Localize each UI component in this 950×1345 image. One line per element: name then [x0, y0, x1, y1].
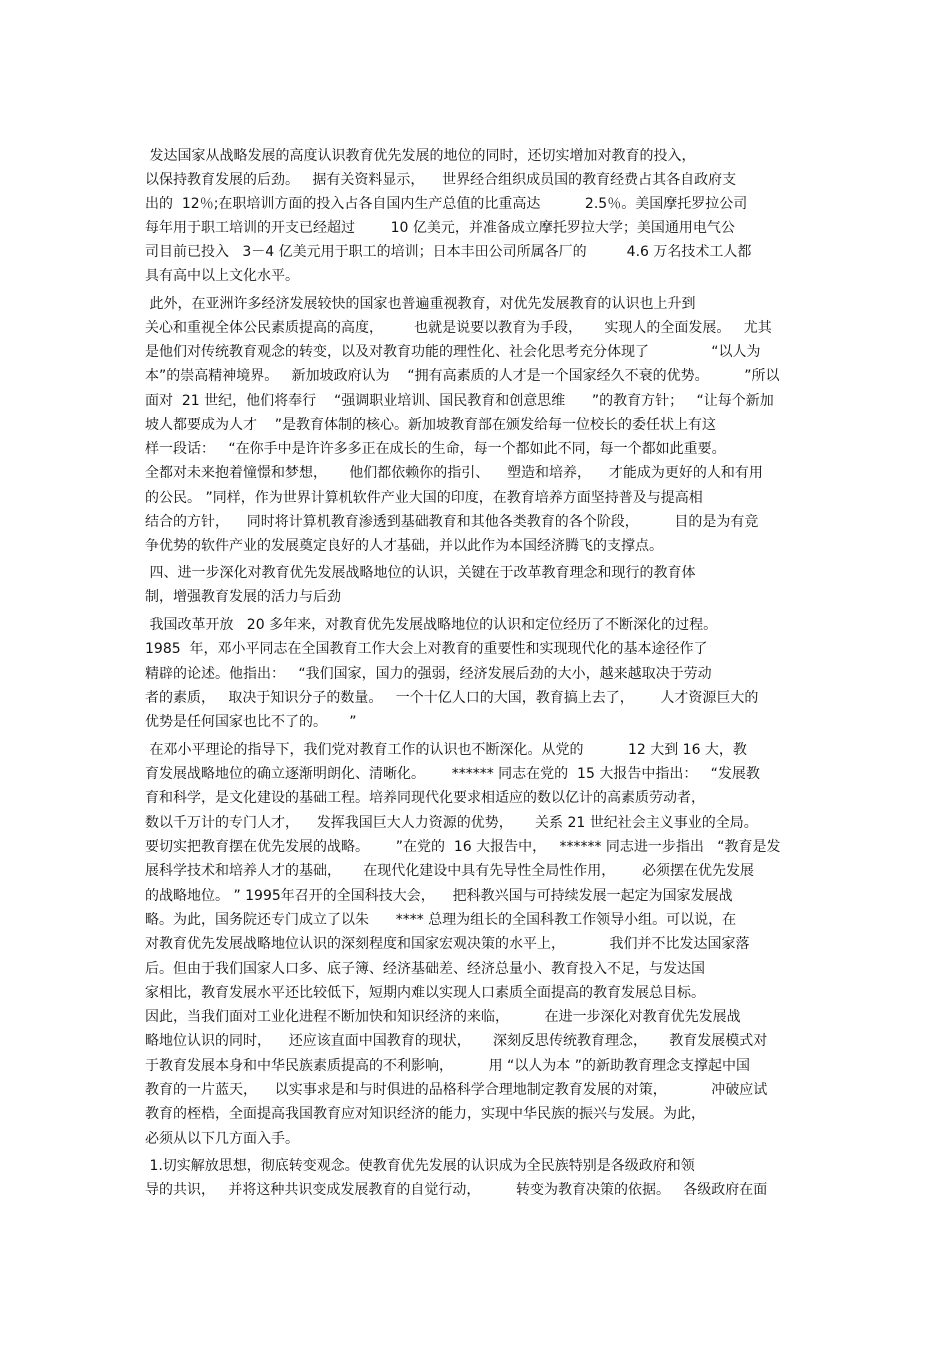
text-line: 全都对未来抱着憧憬和梦想， 他们都依赖你的指引、 塑造和培养， 才能成为更好的人和有用: [145, 465, 763, 481]
text-line: 以保持教育发展的后劲。 据有关资料显示， 世界经合组织成员国的教育经费占其各自政府支: [145, 172, 737, 188]
text-line: 略。为此，国务院还专门成立了以朱 **** 总理为组长的全国科教工作领导小组。可以说，在: [145, 912, 737, 928]
text-line: 出的 12％;在职培训方面的投入占各自国内生产总值的比重高达 2.5％。美国摩托罗拉公司: [145, 196, 748, 212]
text-line: 育和科学，是文化建设的基础工程。培养同现代化要求相适应的数以亿计的高素质劳动者，: [145, 790, 705, 806]
text-line: 具有高中以上文化水平。: [145, 268, 299, 284]
text-line: 结合的方针， 同时将计算机教育渗透到基础教育和其他各类教育的各个阶段， 目的是为有竞: [145, 514, 759, 530]
text-line: 优势是任何国家也比不了的。 ”: [145, 714, 357, 730]
text-line: 展科学技术和培养人才的基础， 在现代化建设中具有先导性全局性作用， 必须摆在优先发展: [145, 863, 754, 879]
text-line: 略地位认识的同时， 还应该直面中国教育的现状， 深刻反思传统教育理念， 教育发展模式对: [145, 1033, 768, 1049]
text-line: 的公民。 ”同样，作为世界计算机软件产业大国的印度，在教育培养方面坚持普及与提高相: [145, 490, 703, 506]
text-line: 发达国家从战略发展的高度认识教育优先发展的地位的同时，还切实增加对教育的投入，: [145, 148, 696, 164]
text-line: 导的共识， 并将这种共识变成发展教育的自觉行动， 转变为教育决策的依据。 各级政府在面: [145, 1182, 768, 1198]
text-line: 的战略地位。 ” 1995年召开的全国科技大会， 把科教兴国与可持续发展一起定为国家发展战: [145, 888, 733, 904]
text-line: 1985 年，邓小平同志在全国教育工作大会上对教育的重要性和实现现代化的基本途径作了: [145, 641, 708, 657]
text-line: 于教育发展本身和中华民族素质提高的不利影响， 用 “以人为本 ”的新助教育理念支撑起中国: [145, 1058, 751, 1074]
text-line: 因此，当我们面对工业化进程不断加快和知识经济的来临， 在进一步深化对教育优先发展战: [145, 1009, 741, 1025]
text-line: 每年用于职工培训的开支已经超过 10 亿美元，并准备成立摩托罗拉大学；美国通用电气公: [145, 220, 735, 236]
text-line: 教育的桎梏，全面提高我国教育应对知识经济的能力，实现中华民族的振兴与发展。为此，: [145, 1106, 705, 1122]
text-line: 关心和重视全体公民素质提高的高度， 也就是说要以教育为手段， 实现人的全面发展。 尤其: [145, 320, 772, 336]
text-line: 者的素质， 取决于知识分子的数量。 一个十亿人口的大国，教育搞上去了， 人才资源巨大的: [145, 690, 759, 706]
text-line: 精辟的论述。他指出： “我们国家，国力的强弱，经济发展后劲的大小，越来越取决于劳动: [145, 666, 712, 682]
text-line: 在邓小平理论的指导下，我们党对教育工作的认识也不断深化。从党的 12 大到 16 大，教: [145, 742, 747, 758]
text-line: 四、进一步深化对教育优先发展战略地位的认识，关键在于改革教育理念和现行的教育体: [145, 565, 696, 581]
text-line: 教育的一片蓝天， 以实事求是和与时俱进的品格科学合理地制定教育发展的对策， 冲破应试: [145, 1082, 768, 1098]
text-line: 必须从以下几方面入手。: [145, 1131, 299, 1147]
text-line: 样一段话： “在你手中是许许多多正在成长的生命，每一个都如此不同，每一个都如此重要。: [145, 441, 726, 457]
text-line: 是他们对传统教育观念的转变，以及对教育功能的理性化、社会化思考充分体现了 “以人为: [145, 344, 761, 360]
text-line: 家相比，教育发展水平还比较低下，短期内难以实现人口素质全面提高的教育发展总目标。: [145, 985, 705, 1001]
text-line: 后。但由于我们国家人口多、底子簿、经济基础差、经济总量小、教育投入不足，与发达国: [145, 961, 705, 977]
text-line: 我国改革开放 20 多年来，对教育优先发展战略地位的认识和定位经历了不断深化的过程。: [145, 617, 718, 633]
text-line: 数以千万计的专门人才， 发挥我国巨大人力资源的优势， 关系 21 世纪社会主义事业的全局。: [145, 815, 758, 831]
text-line: 对教育优先发展战略地位认识的深刻程度和国家宏观决策的水平上， 我们并不比发达国家落: [145, 936, 750, 952]
text-line: 此外，在亚洲许多经济发展较快的国家也普遍重视教育，对优先发展教育的认识也上升到: [145, 296, 696, 312]
text-line: 面对 21 世纪，他们将奉行 “强调职业培训、国民教育和创意思维 ”的教育方针； “让每个新加: [145, 393, 774, 409]
text-line: 要切实把教育摆在优先发展的战略。 ”在党的 16 大报告中， ****** 同志进一步指出 “教育是发: [145, 839, 781, 855]
text-line: 制，增强教育发展的活力与后劲: [145, 589, 341, 605]
text-line: 司目前已投入 3－4 亿美元用于职工的培训；日本丰田公司所属各厂的 4.6 万名技术工人都: [145, 244, 752, 260]
text-line: 1.切实解放思想，彻底转变观念。使教育优先发展的认识成为全民族特别是各级政府和领: [145, 1158, 695, 1174]
text-line: 争优势的软件产业的发展奠定良好的人才基础，并以此作为本国经济腾飞的支撑点。: [145, 538, 663, 554]
text-line: 育发展战略地位的确立逐渐明朗化、清晰化。 ****** 同志在党的 15 大报告中指出： “发展教: [145, 766, 760, 782]
text-line: 坡人都要成为人才 ”是教育体制的核心。新加坡教育部在颁发给每一位校长的委任状上有这: [145, 417, 717, 433]
text-line: 本”的崇高精神境界。 新加坡政府认为 “拥有高素质的人才是一个国家经久不衰的优势。 ”所以: [145, 368, 780, 384]
